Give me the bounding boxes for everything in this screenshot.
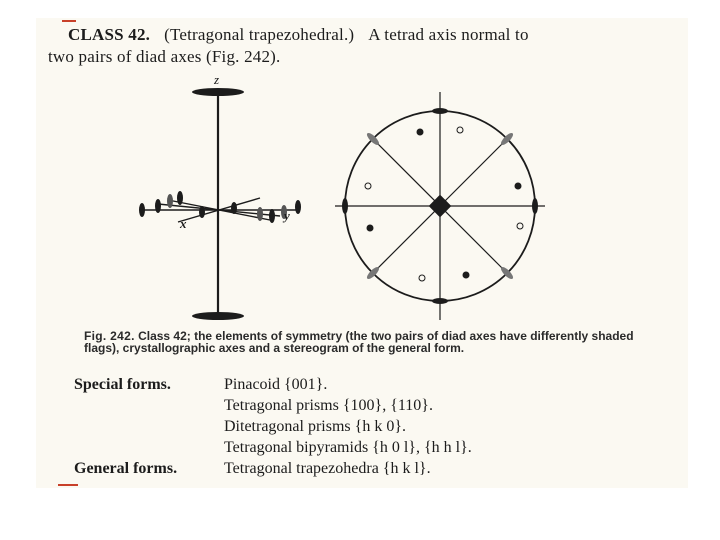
form-item: Tetragonal prisms {100}, {110}. xyxy=(224,397,433,414)
form-item: Ditetragonal prisms {h k 0}. xyxy=(224,418,406,435)
diad-symbol xyxy=(432,298,448,304)
diad-flag xyxy=(269,209,275,223)
form-item: Tetragonal trapezohedra {h k l}. xyxy=(224,460,431,477)
form-item: Pinacoid {001}. xyxy=(224,376,328,393)
figure-caption-text: Class 42; the elements of symmetry (the two pairs of diad axes have differently shaded flags), crystallographic axes and a stereogram of the general form. xyxy=(84,329,634,355)
figure-label: Fig. 242. xyxy=(84,329,135,343)
diad-flag xyxy=(139,203,145,217)
pole-lower xyxy=(517,223,523,229)
pole-lower xyxy=(457,127,463,133)
general-forms-list xyxy=(224,458,674,479)
figure-caption xyxy=(84,330,644,354)
general-forms-row xyxy=(74,458,674,479)
pole-upper xyxy=(463,272,470,279)
special-forms-row xyxy=(74,374,674,458)
special-forms-list xyxy=(224,374,674,458)
diad-flag xyxy=(199,206,205,218)
pole-lower xyxy=(365,183,371,189)
heading xyxy=(48,24,668,68)
diad-flag xyxy=(295,200,301,214)
red-margin-mark xyxy=(62,20,76,22)
diad-symbol xyxy=(342,198,348,214)
red-margin-mark xyxy=(58,484,78,486)
tetrad-bottom-symbol xyxy=(192,312,244,320)
class-subtitle: (Tetragonal trapezohedral.) xyxy=(164,25,355,44)
forms-section xyxy=(74,374,674,479)
diad-flag xyxy=(231,202,237,214)
diad-flag xyxy=(155,199,161,213)
class-label: CLASS 42. xyxy=(68,25,151,44)
axis-label-x: x xyxy=(180,216,187,231)
axis-label-z: z xyxy=(214,72,220,87)
diad-flag xyxy=(257,207,263,221)
diad-symbol xyxy=(532,198,538,214)
axis-label-y: y xyxy=(284,208,290,223)
class-description-line2: two pairs of diad axes (Fig. 242). xyxy=(48,47,281,66)
figure-242 xyxy=(120,70,560,330)
tetrad-top-symbol xyxy=(192,88,244,96)
stereogram xyxy=(335,92,545,320)
special-forms-heading: Special forms. xyxy=(74,376,171,393)
pole-upper xyxy=(515,183,522,190)
pole-lower xyxy=(419,275,425,281)
pole-upper xyxy=(417,129,424,136)
diad-flag xyxy=(177,191,183,205)
symmetry-axes-drawing xyxy=(139,72,301,320)
class-description: A tetrad axis normal to xyxy=(368,25,529,44)
general-forms-heading: General forms. xyxy=(74,460,178,477)
form-item: Tetragonal bipyramids {h 0 l}, {h h l}. xyxy=(224,439,472,456)
diad-symbol xyxy=(432,108,448,114)
pole-upper xyxy=(367,225,374,232)
diad-flag xyxy=(167,194,173,208)
